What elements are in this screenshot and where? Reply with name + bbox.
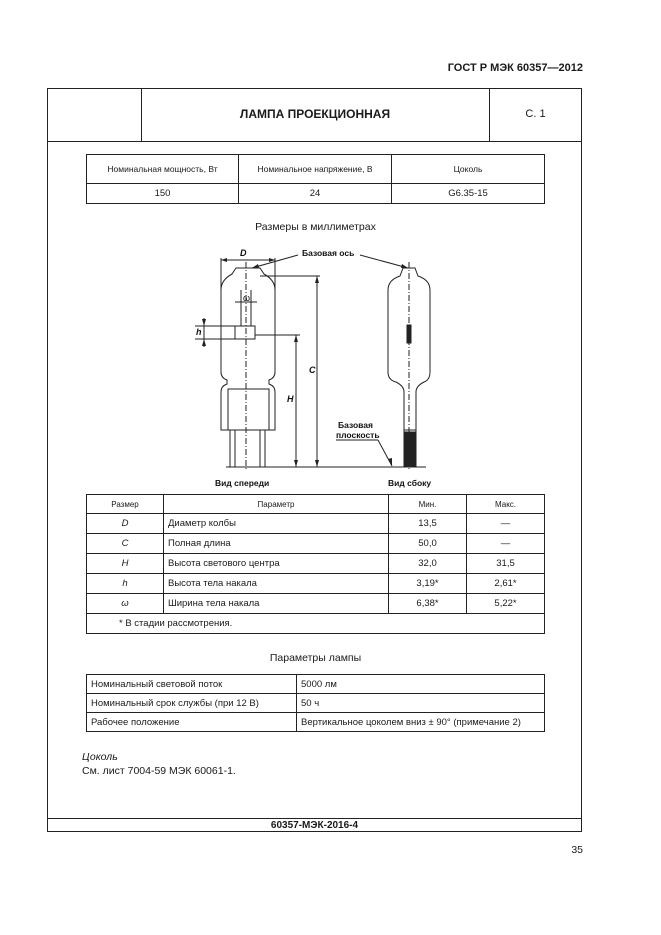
cap-title: Цоколь (82, 751, 118, 763)
param-min: 32,0 (389, 554, 467, 574)
param-name: Высота тела накала (164, 574, 389, 594)
table-row (87, 713, 545, 732)
label-omega: ω (243, 293, 251, 303)
lamp-param-value: 5000 лм (297, 675, 545, 694)
table-row (87, 574, 545, 594)
label-front-view: Вид спереди (215, 478, 270, 488)
params-footnote: * В стадии рассмотрения. (87, 614, 545, 634)
lamp-param-value: Вертикальное цоколем вниз ± 90° (примечание 2) (297, 713, 545, 732)
label-h-small: h (196, 327, 202, 337)
params-header-size: Размер (87, 495, 164, 514)
param-min: 50,0 (389, 534, 467, 554)
ratings-header-voltage: Номинальное напряжение, В (239, 155, 392, 184)
filament (235, 326, 255, 339)
table-row (87, 694, 545, 713)
param-max: 31,5 (467, 554, 545, 574)
page-number: 35 (571, 844, 583, 856)
param-symbol: H (87, 554, 164, 574)
lamp-param-name: Номинальный срок службы (при 12 В) (87, 694, 297, 713)
table-row (87, 534, 545, 554)
ratings-header-power: Номинальная мощность, Вт (87, 155, 239, 184)
ratings-value-cap: G6.35-15 (392, 184, 545, 204)
param-max: 5,22* (467, 594, 545, 614)
param-symbol: D (87, 514, 164, 534)
label-h-large: H (287, 394, 294, 404)
lamp-param-name: Рабочее положение (87, 713, 297, 732)
lamp-param-value: 50 ч (297, 694, 545, 713)
params-header-param: Параметр (164, 495, 389, 514)
param-name: Высота светового центра (164, 554, 389, 574)
param-name: Полная длина (164, 534, 389, 554)
front-base (228, 389, 269, 430)
sheet-title: ЛАМПА ПРОЕКЦИОННАЯ (239, 107, 391, 121)
label-side-view: Вид сбоку (388, 478, 432, 488)
footer-line (47, 818, 582, 819)
param-min: 3,19* (389, 574, 467, 594)
ratings-header-cap: Цоколь (392, 155, 545, 184)
standard-designation: ГОСТ Р МЭК 60357—2012 (447, 62, 583, 74)
ratings-value-voltage: 24 (239, 184, 392, 204)
param-symbol: ω (87, 594, 164, 614)
param-min: 6,38* (389, 594, 467, 614)
parameters-table (86, 494, 545, 634)
param-symbol: C (87, 534, 164, 554)
table-row (87, 514, 545, 534)
label-c: C (309, 365, 316, 375)
params-header-min: Мин. (389, 495, 467, 514)
table-row (87, 594, 545, 614)
param-name: Диаметр колбы (164, 514, 389, 534)
table-row (87, 675, 545, 694)
param-min: 13,5 (389, 514, 467, 534)
table-row (87, 554, 545, 574)
label-base-axis: Базовая ось (302, 248, 355, 258)
label-d: D (240, 248, 247, 258)
label-base-plane-2: плоскость (336, 430, 380, 440)
label-base-plane-1: Базовая (338, 420, 373, 430)
cap-text: См. лист 7004-59 МЭК 60061-1. (82, 765, 236, 777)
lamp-param-name: Номинальный световой поток (87, 675, 297, 694)
param-symbol: h (87, 574, 164, 594)
sheet-number: С. 1 (525, 108, 546, 120)
sheet-code: 60357-МЭК-2016-4 (270, 820, 359, 831)
ratings-value-power: 150 (87, 184, 239, 204)
param-name: Ширина тела накала (164, 594, 389, 614)
dimensions-caption: Размеры в миллиметрах (255, 221, 376, 233)
lamp-params-caption: Параметры лампы (269, 652, 362, 664)
param-max: — (467, 514, 545, 534)
param-max: 2,61* (467, 574, 545, 594)
param-max: — (467, 534, 545, 554)
lamp-params-table (86, 674, 545, 732)
params-header-max: Макс. (467, 495, 545, 514)
